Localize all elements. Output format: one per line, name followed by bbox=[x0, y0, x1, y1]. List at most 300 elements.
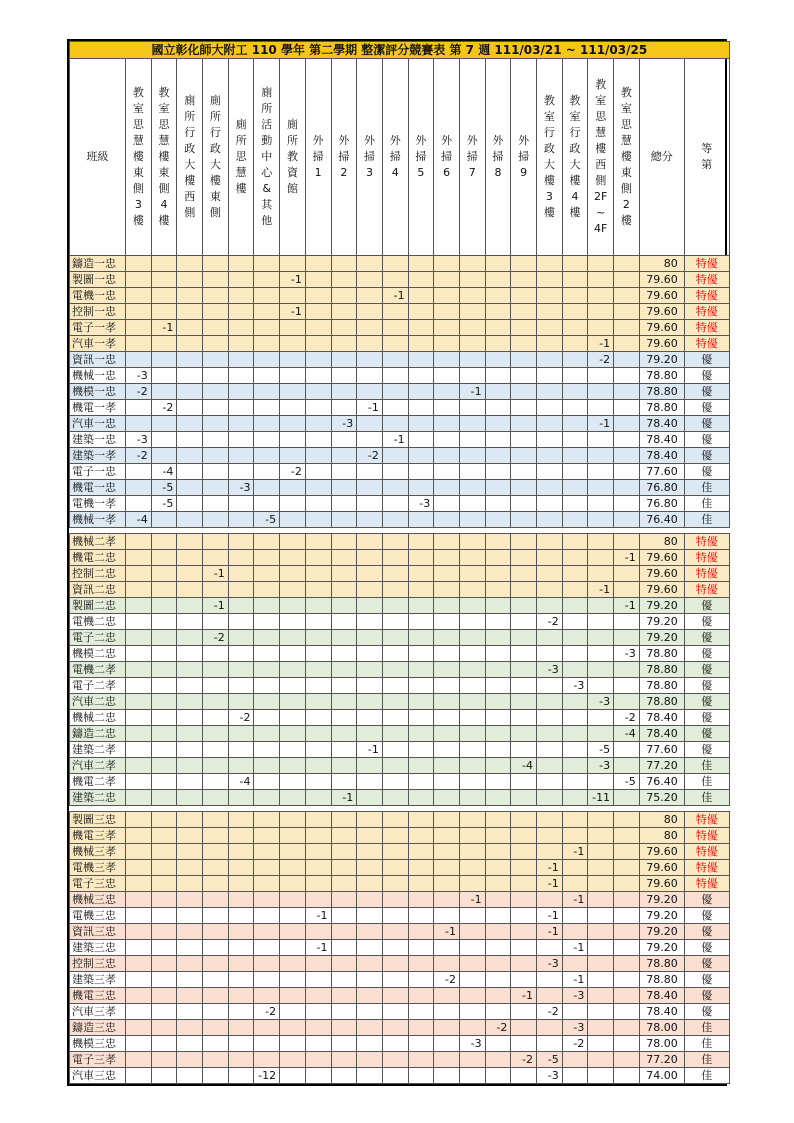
header-col-13: 外掃6 bbox=[434, 59, 460, 256]
deduction-cell bbox=[382, 988, 408, 1004]
table-row bbox=[70, 400, 730, 416]
class-name: 機電二孝 bbox=[70, 774, 126, 790]
deduction-cell bbox=[459, 924, 485, 940]
deduction-cell bbox=[485, 614, 511, 630]
deduction-cell bbox=[588, 614, 614, 630]
deduction-cell bbox=[537, 336, 563, 352]
table-row bbox=[70, 384, 730, 400]
deduction-cell bbox=[459, 256, 485, 272]
grade-label: 佳 bbox=[684, 1020, 729, 1036]
deduction-cell bbox=[331, 304, 357, 320]
deduction-cell bbox=[614, 1020, 640, 1036]
deduction-cell bbox=[382, 448, 408, 464]
deduction-cell bbox=[459, 1020, 485, 1036]
deduction-cell bbox=[280, 566, 306, 582]
deduction-cell bbox=[254, 774, 280, 790]
class-name: 汽車二孝 bbox=[70, 758, 126, 774]
deduction-cell bbox=[408, 630, 434, 646]
table-row bbox=[70, 1052, 730, 1068]
deduction-cell bbox=[203, 812, 229, 828]
header-col-20: 教室思慧樓東側2樓 bbox=[614, 59, 640, 256]
deduction-cell bbox=[151, 662, 177, 678]
deduction-cell bbox=[305, 844, 331, 860]
header-col-8: 外掃1 bbox=[305, 59, 331, 256]
deduction-cell bbox=[254, 924, 280, 940]
deduction-cell bbox=[562, 496, 588, 512]
deduction-cell bbox=[382, 710, 408, 726]
deduction-cell bbox=[588, 1052, 614, 1068]
deduction-cell bbox=[305, 758, 331, 774]
deduction-cell bbox=[280, 1068, 306, 1084]
deduction-cell bbox=[177, 790, 203, 806]
deduction-cell: -3 bbox=[537, 662, 563, 678]
deduction-cell bbox=[254, 678, 280, 694]
deduction-cell bbox=[254, 320, 280, 336]
deduction-cell bbox=[588, 1068, 614, 1084]
deduction-cell bbox=[203, 828, 229, 844]
deduction-cell bbox=[357, 566, 383, 582]
deduction-cell bbox=[357, 710, 383, 726]
deduction-cell bbox=[434, 860, 460, 876]
deduction-cell bbox=[177, 812, 203, 828]
deduction-cell bbox=[280, 646, 306, 662]
deduction-cell bbox=[151, 352, 177, 368]
deduction-cell bbox=[203, 320, 229, 336]
deduction-cell bbox=[511, 742, 537, 758]
deduction-cell bbox=[382, 742, 408, 758]
deduction-cell bbox=[588, 678, 614, 694]
deduction-cell bbox=[280, 288, 306, 304]
deduction-cell bbox=[357, 860, 383, 876]
deduction-cell bbox=[203, 662, 229, 678]
deduction-cell bbox=[203, 480, 229, 496]
deduction-cell bbox=[203, 512, 229, 528]
deduction-cell bbox=[280, 860, 306, 876]
deduction-cell bbox=[280, 828, 306, 844]
deduction-cell: -4 bbox=[151, 464, 177, 480]
deduction-cell bbox=[151, 758, 177, 774]
deduction-cell bbox=[434, 336, 460, 352]
class-name: 汽車二忠 bbox=[70, 694, 126, 710]
deduction-cell bbox=[126, 758, 152, 774]
deduction-cell: -3 bbox=[331, 416, 357, 432]
deduction-cell bbox=[562, 582, 588, 598]
deduction-cell bbox=[177, 566, 203, 582]
deduction-cell bbox=[485, 812, 511, 828]
deduction-cell bbox=[459, 550, 485, 566]
deduction-cell bbox=[537, 726, 563, 742]
deduction-cell bbox=[382, 352, 408, 368]
deduction-cell bbox=[151, 336, 177, 352]
header-col-9: 外掃2 bbox=[331, 59, 357, 256]
class-name: 機模一忠 bbox=[70, 384, 126, 400]
deduction-cell bbox=[408, 1052, 434, 1068]
deduction-cell bbox=[126, 972, 152, 988]
deduction-cell bbox=[434, 1004, 460, 1020]
deduction-cell bbox=[177, 512, 203, 528]
deduction-cell bbox=[382, 844, 408, 860]
deduction-cell bbox=[177, 582, 203, 598]
deduction-cell bbox=[177, 1052, 203, 1068]
deduction-cell bbox=[280, 352, 306, 368]
deduction-cell: -1 bbox=[588, 582, 614, 598]
deduction-cell bbox=[537, 988, 563, 1004]
deduction-cell bbox=[537, 464, 563, 480]
deduction-cell bbox=[203, 1036, 229, 1052]
deduction-cell: -1 bbox=[382, 432, 408, 448]
deduction-cell bbox=[485, 480, 511, 496]
deduction-cell bbox=[485, 352, 511, 368]
table-row bbox=[70, 566, 730, 582]
header-col-16: 外掃9 bbox=[511, 59, 537, 256]
deduction-cell bbox=[177, 550, 203, 566]
total-score: 78.40 bbox=[639, 432, 684, 448]
deduction-cell bbox=[126, 1068, 152, 1084]
deduction-cell bbox=[228, 598, 254, 614]
deduction-cell bbox=[562, 566, 588, 582]
deduction-cell bbox=[511, 678, 537, 694]
deduction-cell bbox=[331, 272, 357, 288]
deduction-cell bbox=[357, 272, 383, 288]
deduction-cell bbox=[254, 550, 280, 566]
class-name: 電機二孝 bbox=[70, 662, 126, 678]
class-name: 電子三忠 bbox=[70, 876, 126, 892]
deduction-cell bbox=[280, 256, 306, 272]
deduction-cell bbox=[614, 352, 640, 368]
deduction-cell bbox=[588, 512, 614, 528]
deduction-cell bbox=[151, 1068, 177, 1084]
deduction-cell: -1 bbox=[151, 320, 177, 336]
deduction-cell bbox=[203, 694, 229, 710]
deduction-cell bbox=[485, 1036, 511, 1052]
deduction-cell bbox=[280, 480, 306, 496]
grade-label: 優 bbox=[684, 1004, 729, 1020]
grade-label: 優 bbox=[684, 972, 729, 988]
grade-label: 優 bbox=[684, 892, 729, 908]
deduction-cell bbox=[331, 582, 357, 598]
deduction-cell bbox=[151, 1052, 177, 1068]
table-row bbox=[70, 758, 730, 774]
deduction-cell bbox=[203, 384, 229, 400]
deduction-cell bbox=[357, 892, 383, 908]
deduction-cell bbox=[203, 758, 229, 774]
deduction-cell bbox=[357, 368, 383, 384]
table-row bbox=[70, 774, 730, 790]
deduction-cell bbox=[562, 726, 588, 742]
deduction-cell bbox=[614, 614, 640, 630]
deduction-cell bbox=[562, 320, 588, 336]
deduction-cell bbox=[280, 1020, 306, 1036]
deduction-cell bbox=[614, 416, 640, 432]
header-col-6: 廁所活動中心&其他 bbox=[254, 59, 280, 256]
deduction-cell bbox=[614, 320, 640, 336]
deduction-cell: -3 bbox=[537, 956, 563, 972]
deduction-cell bbox=[280, 432, 306, 448]
deduction-cell bbox=[434, 320, 460, 336]
table-row bbox=[70, 828, 730, 844]
deduction-cell bbox=[537, 320, 563, 336]
header-col-11: 外掃4 bbox=[382, 59, 408, 256]
grade-label: 優 bbox=[684, 400, 729, 416]
deduction-cell bbox=[126, 400, 152, 416]
deduction-cell bbox=[485, 384, 511, 400]
deduction-cell bbox=[485, 304, 511, 320]
deduction-cell bbox=[357, 774, 383, 790]
deduction-cell bbox=[280, 368, 306, 384]
deduction-cell bbox=[151, 694, 177, 710]
grade-label: 佳 bbox=[684, 1052, 729, 1068]
deduction-cell bbox=[382, 384, 408, 400]
deduction-cell bbox=[511, 956, 537, 972]
deduction-cell bbox=[126, 566, 152, 582]
deduction-cell bbox=[331, 496, 357, 512]
deduction-cell bbox=[357, 304, 383, 320]
deduction-cell bbox=[331, 972, 357, 988]
deduction-cell bbox=[357, 678, 383, 694]
total-score: 77.20 bbox=[639, 1052, 684, 1068]
deduction-cell bbox=[485, 710, 511, 726]
deduction-cell bbox=[485, 566, 511, 582]
deduction-cell bbox=[126, 908, 152, 924]
class-name: 電子二孝 bbox=[70, 678, 126, 694]
deduction-cell bbox=[537, 694, 563, 710]
deduction-cell bbox=[511, 892, 537, 908]
deduction-cell bbox=[126, 630, 152, 646]
deduction-cell: -5 bbox=[614, 774, 640, 790]
deduction-cell bbox=[434, 368, 460, 384]
deduction-cell bbox=[382, 940, 408, 956]
deduction-cell bbox=[203, 956, 229, 972]
deduction-cell bbox=[562, 828, 588, 844]
deduction-cell bbox=[280, 496, 306, 512]
deduction-cell bbox=[280, 758, 306, 774]
table-row bbox=[70, 288, 730, 304]
deduction-cell bbox=[280, 1052, 306, 1068]
deduction-cell bbox=[177, 368, 203, 384]
deduction-cell bbox=[382, 256, 408, 272]
deduction-cell bbox=[614, 534, 640, 550]
deduction-cell bbox=[511, 614, 537, 630]
deduction-cell bbox=[614, 480, 640, 496]
deduction-cell bbox=[151, 598, 177, 614]
deduction-cell bbox=[511, 908, 537, 924]
deduction-cell bbox=[408, 726, 434, 742]
deduction-cell bbox=[203, 288, 229, 304]
deduction-cell bbox=[562, 1068, 588, 1084]
deduction-cell bbox=[305, 432, 331, 448]
deduction-cell bbox=[280, 972, 306, 988]
deduction-cell bbox=[434, 550, 460, 566]
table-row bbox=[70, 464, 730, 480]
deduction-cell bbox=[331, 828, 357, 844]
table-row bbox=[70, 892, 730, 908]
grade-label: 優 bbox=[684, 464, 729, 480]
deduction-cell bbox=[151, 384, 177, 400]
deduction-cell bbox=[126, 496, 152, 512]
deduction-cell bbox=[177, 272, 203, 288]
header-col-18: 教室行政大樓4樓 bbox=[562, 59, 588, 256]
deduction-cell bbox=[511, 256, 537, 272]
deduction-cell bbox=[562, 448, 588, 464]
deduction-cell bbox=[511, 860, 537, 876]
deduction-cell: -2 bbox=[280, 464, 306, 480]
deduction-cell bbox=[177, 336, 203, 352]
deduction-cell: -11 bbox=[588, 790, 614, 806]
deduction-cell bbox=[228, 256, 254, 272]
deduction-cell bbox=[151, 614, 177, 630]
deduction-cell bbox=[203, 844, 229, 860]
deduction-cell bbox=[614, 860, 640, 876]
deduction-cell bbox=[485, 1052, 511, 1068]
header-col-19: 教室思慧樓西側2F~4F bbox=[588, 59, 614, 256]
deduction-cell bbox=[228, 924, 254, 940]
deduction-cell bbox=[459, 988, 485, 1004]
deduction-cell bbox=[408, 256, 434, 272]
deduction-cell bbox=[126, 646, 152, 662]
deduction-cell bbox=[537, 892, 563, 908]
deduction-cell bbox=[614, 304, 640, 320]
deduction-cell bbox=[511, 940, 537, 956]
deduction-cell bbox=[228, 908, 254, 924]
deduction-cell bbox=[588, 320, 614, 336]
deduction-cell bbox=[434, 416, 460, 432]
deduction-cell bbox=[305, 988, 331, 1004]
total-score: 75.20 bbox=[639, 790, 684, 806]
deduction-cell bbox=[485, 272, 511, 288]
deduction-cell bbox=[485, 496, 511, 512]
deduction-cell bbox=[280, 582, 306, 598]
deduction-cell bbox=[511, 598, 537, 614]
class-name: 資訊二忠 bbox=[70, 582, 126, 598]
deduction-cell bbox=[331, 1068, 357, 1084]
deduction-cell bbox=[305, 448, 331, 464]
deduction-cell bbox=[254, 630, 280, 646]
deduction-cell bbox=[382, 304, 408, 320]
deduction-cell bbox=[408, 534, 434, 550]
deduction-cell bbox=[434, 614, 460, 630]
deduction-cell: -1 bbox=[357, 742, 383, 758]
deduction-cell bbox=[126, 272, 152, 288]
deduction-cell: -2 bbox=[357, 448, 383, 464]
deduction-cell: -3 bbox=[588, 758, 614, 774]
table-row bbox=[70, 1004, 730, 1020]
deduction-cell bbox=[459, 448, 485, 464]
deduction-cell bbox=[614, 924, 640, 940]
grade-label: 佳 bbox=[684, 790, 729, 806]
deduction-cell bbox=[331, 662, 357, 678]
deduction-cell bbox=[203, 416, 229, 432]
deduction-cell bbox=[357, 416, 383, 432]
deduction-cell bbox=[537, 710, 563, 726]
table-row bbox=[70, 1020, 730, 1036]
deduction-cell bbox=[588, 876, 614, 892]
class-name: 機模三忠 bbox=[70, 1036, 126, 1052]
deduction-cell bbox=[511, 1004, 537, 1020]
class-name: 電機三忠 bbox=[70, 908, 126, 924]
deduction-cell bbox=[434, 304, 460, 320]
deduction-cell bbox=[228, 678, 254, 694]
total-score: 79.20 bbox=[639, 892, 684, 908]
deduction-cell bbox=[177, 614, 203, 630]
deduction-cell bbox=[459, 416, 485, 432]
deduction-cell bbox=[331, 550, 357, 566]
deduction-cell bbox=[126, 1004, 152, 1020]
deduction-cell bbox=[459, 828, 485, 844]
deduction-cell bbox=[126, 876, 152, 892]
deduction-cell bbox=[588, 726, 614, 742]
total-score: 78.40 bbox=[639, 726, 684, 742]
table-row bbox=[70, 844, 730, 860]
deduction-cell bbox=[357, 956, 383, 972]
deduction-cell bbox=[280, 774, 306, 790]
grade-label: 優 bbox=[684, 416, 729, 432]
deduction-cell bbox=[537, 550, 563, 566]
deduction-cell bbox=[562, 774, 588, 790]
total-score: 79.20 bbox=[639, 598, 684, 614]
total-score: 79.60 bbox=[639, 336, 684, 352]
deduction-cell bbox=[126, 464, 152, 480]
deduction-cell bbox=[228, 464, 254, 480]
table-row bbox=[70, 908, 730, 924]
deduction-cell bbox=[382, 908, 408, 924]
grade-label: 佳 bbox=[684, 480, 729, 496]
deduction-cell bbox=[588, 288, 614, 304]
class-name: 機電一忠 bbox=[70, 480, 126, 496]
deduction-cell bbox=[485, 694, 511, 710]
deduction-cell bbox=[280, 336, 306, 352]
deduction-cell bbox=[382, 924, 408, 940]
class-name: 電機一孝 bbox=[70, 496, 126, 512]
deduction-cell bbox=[305, 924, 331, 940]
deduction-cell bbox=[280, 694, 306, 710]
deduction-cell bbox=[434, 956, 460, 972]
deduction-cell bbox=[177, 758, 203, 774]
deduction-cell bbox=[151, 416, 177, 432]
deduction-cell bbox=[434, 892, 460, 908]
deduction-cell bbox=[511, 464, 537, 480]
deduction-cell bbox=[228, 1068, 254, 1084]
deduction-cell bbox=[434, 352, 460, 368]
class-name: 電機一忠 bbox=[70, 288, 126, 304]
deduction-cell bbox=[459, 598, 485, 614]
deduction-cell bbox=[228, 384, 254, 400]
deduction-cell bbox=[537, 790, 563, 806]
deduction-cell bbox=[382, 828, 408, 844]
deduction-cell bbox=[151, 288, 177, 304]
total-score: 76.80 bbox=[639, 496, 684, 512]
deduction-cell bbox=[177, 774, 203, 790]
deduction-cell bbox=[562, 908, 588, 924]
deduction-cell bbox=[357, 1036, 383, 1052]
deduction-cell: -3 bbox=[408, 496, 434, 512]
deduction-cell bbox=[485, 876, 511, 892]
deduction-cell bbox=[357, 988, 383, 1004]
deduction-cell bbox=[228, 400, 254, 416]
deduction-cell bbox=[485, 368, 511, 384]
deduction-cell bbox=[177, 972, 203, 988]
deduction-cell bbox=[562, 812, 588, 828]
class-name: 鑄造二忠 bbox=[70, 726, 126, 742]
deduction-cell bbox=[305, 972, 331, 988]
deduction-cell bbox=[126, 742, 152, 758]
deduction-cell bbox=[537, 566, 563, 582]
deduction-cell bbox=[305, 352, 331, 368]
deduction-cell bbox=[177, 496, 203, 512]
deduction-cell bbox=[485, 956, 511, 972]
grade-label: 特優 bbox=[684, 256, 729, 272]
deduction-cell bbox=[151, 1020, 177, 1036]
deduction-cell bbox=[254, 464, 280, 480]
